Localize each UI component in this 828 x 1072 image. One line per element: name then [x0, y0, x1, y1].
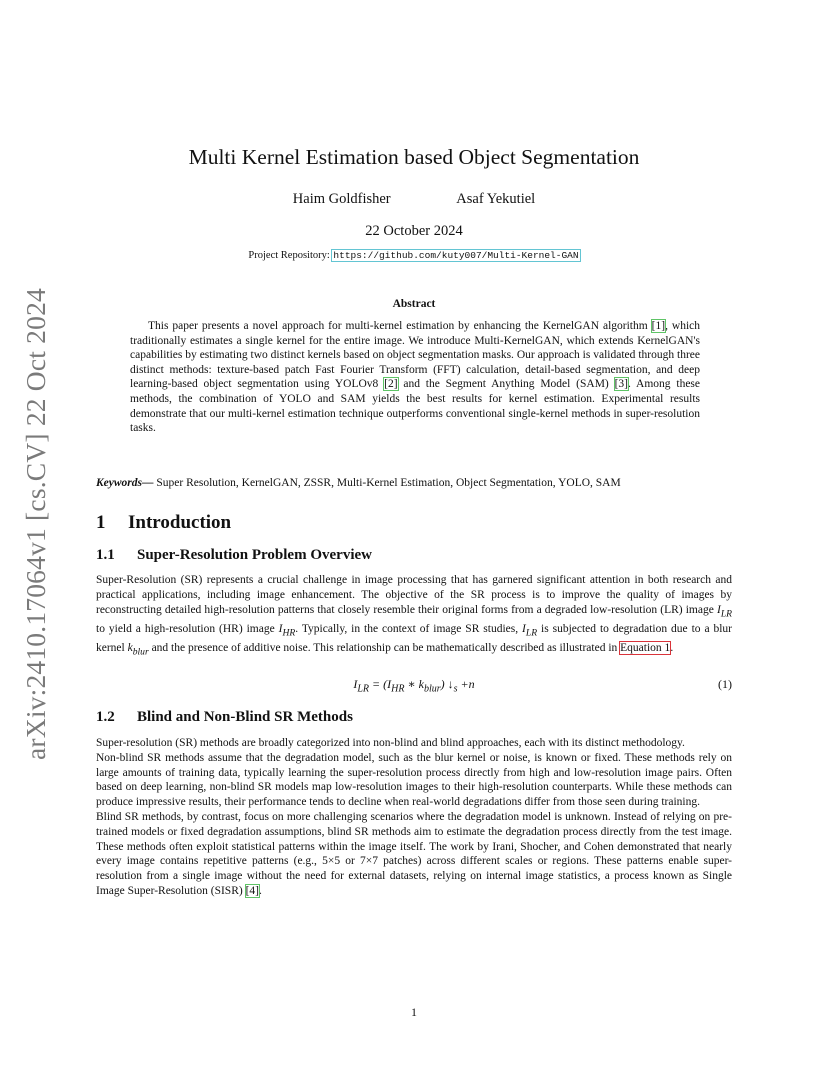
- author-name: Asaf Yekutiel: [456, 191, 536, 207]
- math-subscript: LR: [720, 607, 732, 619]
- author-list: [0, 191, 828, 208]
- subsection-title: Blind and Non-Blind SR Methods: [137, 709, 353, 725]
- paragraph-text: and the presence of additive noise. This relationship can be mathematically described as illustrated in: [148, 641, 621, 654]
- paragraph-sr-overview: [96, 573, 732, 660]
- abstract-heading: Abstract: [392, 298, 436, 310]
- math-subscript: LR: [525, 626, 538, 638]
- paragraph-text: Non-blind SR methods assume that the degradation model, such as the blur kernel or noise, is known or fixed. These methods rely on large amounts of training data, typically learning the super-resolution process directly from high and low-resolution image pairs. Often based on deep learning, non-blind SR models map low-resolution images to their high-resolution counterparts. While these methods can produce impressive results, their performance tends to decline when real-world degradations differ from those seen during training.: [96, 751, 732, 809]
- paragraph-text: Blind SR methods, by contrast, focus on more challenging scenarios where the degradation model is unknown. Instead of relying on pre-trained models or fixed degradation assumptions, blind SR methods aim to estimate the degradation process directly from the test image. These methods often exploit statistical patterns within the image itself. The work by Irani, Shocher, and Cohen demonstrated that nearly every image contains repetitive patterns (e.g., 5×5 or 7×7 patches) across different scales or regions. These patterns enable super-resolution from a single image without the need for external datasets, relying on internal image statistics, a process known as Single Image Super-Resolution (SISR) [4].: [96, 810, 732, 897]
- subsection-title: Super-Resolution Problem Overview: [137, 547, 372, 563]
- math-symbol: I: [522, 622, 526, 635]
- repository-line: [0, 250, 828, 261]
- arxiv-stamp-text: arXiv:2410.17064v1 [cs.CV] 22 Oct 2024: [20, 288, 51, 760]
- abstract-text: This paper presents a novel approach for multi-kernel estimation by enhancing the KernelGAN algorithm: [148, 320, 652, 332]
- abstract-text: , which traditionally estimates a single kernel for the entire image. We introduce Multi-KernelGAN, which extends KernelGAN's capabilities by estimating two distinct kernels based on object segmentation masks. Our approach is validated through three distinct methods: texture-based patch Fast Fourier Transform (FFT) calculation, detail-based segmentation, and deep learning-based object segmentation using YOLOv8: [130, 320, 700, 391]
- publication-date: 22 October 2024: [365, 223, 463, 239]
- keywords-label: Keywords—: [96, 477, 154, 489]
- page-number: 1: [411, 1005, 417, 1019]
- abstract-body: [130, 319, 700, 436]
- subsection-number: 1.2: [96, 709, 115, 725]
- abstract-text: and the Segment Anything Model (SAM): [397, 378, 615, 391]
- keywords-text: Super Resolution, KernelGAN, ZSSR, Multi-Kernel Estimation, Object Segmentation, YOLO, SAM: [153, 477, 621, 489]
- equation-body: $I_{LR} = (I_{HR}$ ∗ $k_{blur}$) $↓_s +n$: [353, 677, 475, 695]
- section-title: Introduction: [128, 512, 232, 533]
- subsection-number: 1.1: [96, 547, 115, 563]
- math-symbol: I: [716, 603, 721, 616]
- citation-link[interactable]: [4]: [245, 884, 259, 897]
- repository-link[interactable]: https://github.com/kuty007/Multi-Kernel-GAN: [333, 250, 579, 261]
- math-subscript: HR: [282, 626, 296, 638]
- math-symbol: I: [278, 622, 283, 635]
- equation-reference-link[interactable]: Equation 1: [620, 641, 671, 654]
- citation-link[interactable]: [1]: [651, 320, 666, 332]
- paragraph-text: Super-resolution (SR) methods are broadly categorized into non-blind and blind approaches, each with its distinct methodology.: [96, 737, 685, 749]
- paragraph-text: . Typically, in the context of image SR studies,: [295, 622, 523, 635]
- subsection-heading-blind-sr: [96, 709, 353, 726]
- repository-label: Project Repository:: [248, 250, 330, 261]
- citation-link[interactable]: [3]: [614, 378, 628, 391]
- math-subscript: blur: [132, 646, 149, 658]
- arxiv-margin-stamp: [20, 290, 50, 760]
- abstract-text: . Among these methods, the combination of YOLO and SAM yields the best results for kernel estimation. Experimental results demonstrate that our multi-kernel estimation technique outperforms conventional single-kernel methods in super-resolution tasks.: [130, 378, 700, 435]
- section-number: 1: [96, 512, 106, 533]
- paper-title: Multi Kernel Estimation based Object Segmentation: [188, 145, 640, 169]
- citation-link[interactable]: [2]: [384, 378, 398, 391]
- paragraph-text: .: [670, 641, 674, 654]
- paragraph-text: is subjected to degradation due to a blur kernel: [96, 622, 732, 654]
- author-name: Haim Goldfisher: [292, 191, 391, 207]
- subsection-heading-sr-overview: [96, 547, 372, 564]
- math-symbol: k: [127, 641, 133, 654]
- paragraph-text: to yield a high-resolution (HR) image: [96, 622, 279, 635]
- equation-number: (1): [718, 677, 732, 691]
- section-heading-introduction: [96, 512, 231, 534]
- paragraph-text: Super-Resolution (SR) represents a crucial challenge in image processing that has garnered significant attention in both research and practical applications, including image enhancement. The objective of the SR process is to improve the quality of images by reconstructing detailed high-resolution patterns that closely resemble their original forms from a degraded low-resolution (LR) image: [96, 574, 732, 616]
- keywords-line: [96, 477, 736, 489]
- paragraph-blind-sr: [96, 736, 732, 899]
